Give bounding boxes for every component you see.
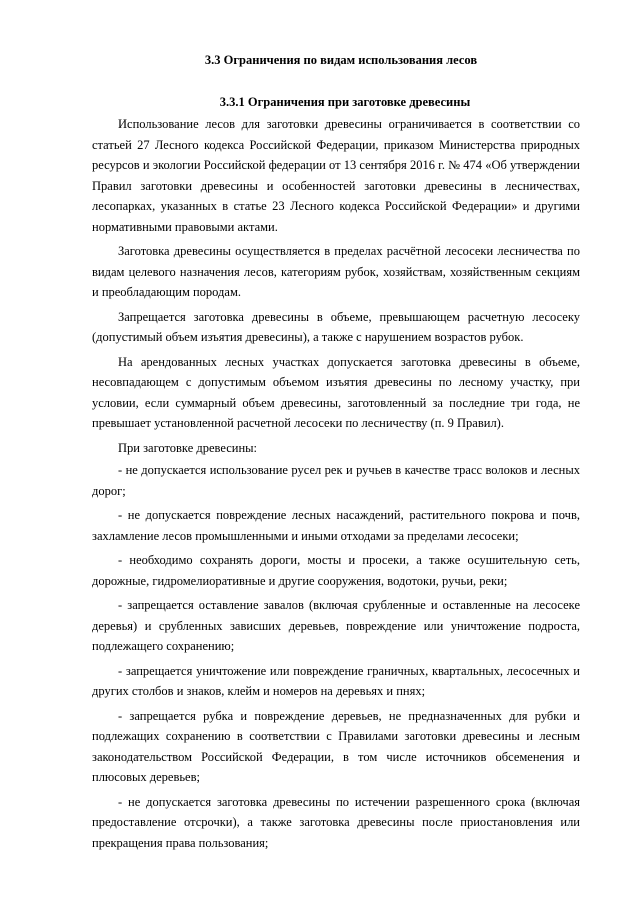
paragraph-volume-prohibition: Запрещается заготовка древесины в объеме, превышающем расчетную лесосеку (допустимый объем изъятия древесины), а также с нарушением возрастов рубок. xyxy=(92,309,580,344)
list-item: - запрещается уничтожение или повреждение граничных, квартальных, лесосечных и других столбов и знаков, клейм и номеров на деревьях и пнях; xyxy=(92,663,580,698)
list-item: - запрещается рубка и повреждение деревьев, не предназначенных для рубки и подлежащих сохранению в соответствии с Правилами заготовки древесины и лесным законодательством Российской Федерации, в том числе источников обсеменения и плюсовых деревьев; xyxy=(92,708,580,784)
paragraph-leased-plots: На арендованных лесных участках допускается заготовка древесины в объеме, несовпадающем с допустимым объемом изъятия древесины по лесному участку, при условии, если суммарный объем древесины, заготовленный за последние три года, не превышает установленной расчетной лесосеки по лесничеству (п. 9 Правил). xyxy=(92,354,580,430)
list-item: - не допускается заготовка древесины по истечении разрешенного срока (включая предоставление отсрочки), а также заготовка древесины после приостановления или прекращения права пользования; xyxy=(92,794,580,850)
list-item: - не допускается использование русел рек и ручьев в качестве трасс волоков и лесных дорог; xyxy=(92,463,580,498)
paragraph-allowable-cut: Заготовка древесины осуществляется в пределах расчётной лесосеки лесничества по видам целевого назначения лесов, категориям рубок, хозяйствам, хозяйственным секциям и преобладающим породам. xyxy=(92,244,580,299)
list-item: - необходимо сохранять дороги, мосты и просеки, а также осушительную сеть, дорожные, гидромелиоративные и другие сооружения, водотоки, ручьи, реки; xyxy=(92,553,580,588)
list-item: - запрещается оставление завалов (включая срубленные и оставленные на лесосеке деревья) и срубленных зависших деревьев, повреждение или уничтожение подроста, подлежащего сохранению; xyxy=(92,598,580,653)
list-item: - не допускается повреждение лесных насаждений, растительного покрова и почв, захламление лесов промышленными и иными отходами за пределами лесосеки; xyxy=(92,508,580,543)
paragraph-legal-basis: Использование лесов для заготовки древесины ограничивается в соответствии со статьей 27 Лесного кодекса Российской Федерации, приказом Министерства природных ресурсов и экологии Российской федерации от 13 сентября 2016 г. № 474 «Об утверждении Правил заготовки древесины и особенностей заготовки древесины в лесничествах, лесопарках, указанных в статье 23 Лесного кодекса Российской Федерации» и другими нормативными правовыми актами. xyxy=(92,117,580,234)
section-title: 3.3 Ограничения по видам использования лесов xyxy=(204,53,478,67)
subsection-title: 3.3.1 Ограничения при заготовке древесины xyxy=(219,95,471,109)
list-intro: При заготовке древесины: xyxy=(118,440,258,455)
